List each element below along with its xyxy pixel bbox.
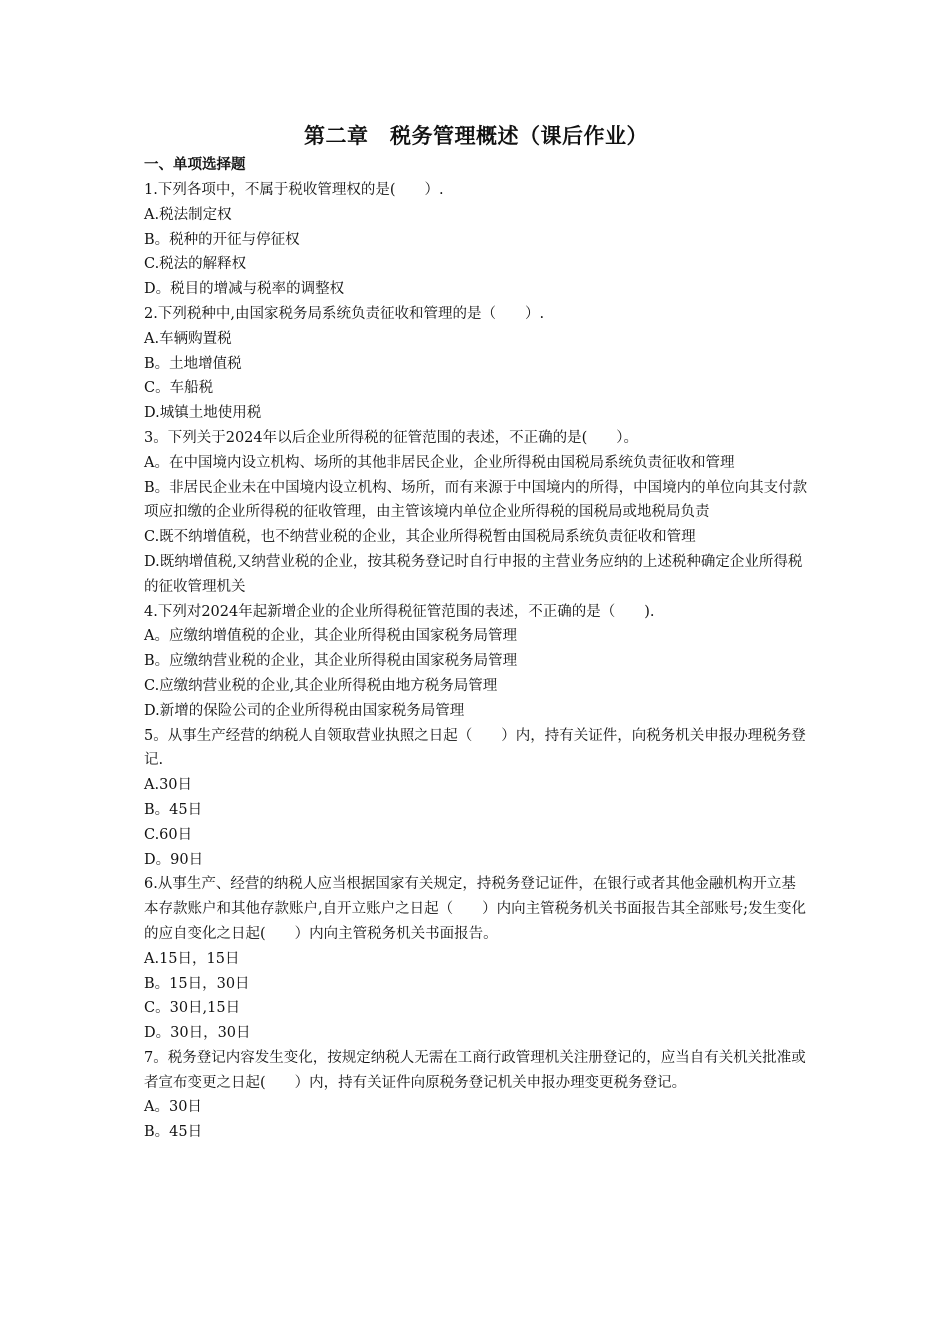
option-c: C.既不纳增值税，也不纳营业税的企业，其企业所得税暂由国税局系统负责征收和管理 (144, 529, 696, 546)
option-d: D。90日 (144, 851, 204, 868)
question-5 (144, 724, 808, 873)
option-b: B。45日 (144, 801, 203, 818)
option-b: B。土地增值税 (144, 355, 242, 372)
option-a: A。30日 (144, 1099, 202, 1116)
question-6 (144, 872, 808, 1046)
option-d: D。税目的增减与税率的调整权 (144, 281, 345, 298)
option-c: C.税法的解释权 (144, 256, 247, 273)
option-b: B。税种的开征与停征权 (144, 231, 300, 248)
question-stem: 4.下列对2024年起新增企业的企业所得税征管范围的表述，不正确的是（ ). (144, 603, 655, 620)
option-b: B。非居民企业未在中国境内设立机构、场所，而有来源于中国境内的所得，中国境内的单位向其支付款项应扣缴的企业所得税的征收管理，由主管该境内单位企业所得税的国税局或地税局负责 (144, 479, 808, 521)
option-a: A。应缴纳增值税的企业，其企业所得税由国家税务局管理 (144, 628, 517, 645)
document-page (144, 118, 808, 1145)
question-stem: 5。从事生产经营的纳税人自领取营业执照之日起（ ）内，持有关证件，向税务机关申报办理税务登记. (144, 727, 806, 769)
section-heading: 一、单项选择题 (144, 156, 246, 173)
question-stem: 2.下列税种中,由国家税务局系统负责征收和管理的是（ ）. (144, 305, 545, 322)
question-stem: 7。税务登记内容发生变化，按规定纳税人无需在工商行政管理机关注册登记的，应当自有关机关批准或者宣布变更之日起( ）内，持有关证件向原税务登记机关申报办理变更税务登记。 (144, 1049, 806, 1091)
option-c: C。车船税 (144, 380, 214, 397)
option-c: C。30日,15日 (144, 1000, 241, 1017)
document-title: 第二章 税务管理概述（课后作业） (304, 123, 648, 148)
option-c: C.应缴纳营业税的企业,其企业所得税由地方税务局管理 (144, 677, 498, 694)
option-d: D.新增的保险公司的企业所得税由国家税务局管理 (144, 702, 465, 719)
option-d: D.既纳增值税,又纳营业税的企业，按其税务登记时自行申报的主营业务应纳的上述税种确定企业所得税的征收管理机关 (144, 553, 803, 595)
option-a: A.税法制定权 (144, 206, 232, 223)
option-a: A.车辆购置税 (144, 330, 232, 347)
option-a: A.30日 (144, 777, 193, 794)
option-a: A。在中国境内设立机构、场所的其他非居民企业，企业所得税由国税局系统负责征收和管理 (144, 454, 735, 471)
option-a: A.15日，15日 (144, 950, 240, 967)
option-b: B。应缴纳营业税的企业，其企业所得税由国家税务局管理 (144, 653, 518, 670)
question-2 (144, 302, 808, 426)
option-c: C.60日 (144, 826, 193, 843)
option-b: B。15日，30日 (144, 975, 250, 992)
question-7 (144, 1046, 808, 1145)
question-1 (144, 178, 808, 302)
question-3 (144, 426, 808, 600)
option-b: B。45日 (144, 1124, 203, 1141)
question-stem: 3。下列关于2024年以后企业所得税的征管范围的表述，不正确的是( ）。 (144, 429, 639, 446)
question-4 (144, 600, 808, 724)
option-d: D.城镇土地使用税 (144, 405, 262, 422)
option-d: D。30日，30日 (144, 1025, 251, 1042)
question-stem: 1.下列各项中，不属于税收管理权的是( ）. (144, 182, 444, 198)
question-stem: 6.从事生产、经营的纳税人应当根据国家有关规定，持税务登记证件，在银行或者其他金融机构开立基本存款账户和其他存款账户,自开立账户之日起（ ）内向主管税务机关书面报告其全部账号;发生变化的应自变化之日起( ）内向主管税务机关书面报告。 (144, 876, 806, 942)
